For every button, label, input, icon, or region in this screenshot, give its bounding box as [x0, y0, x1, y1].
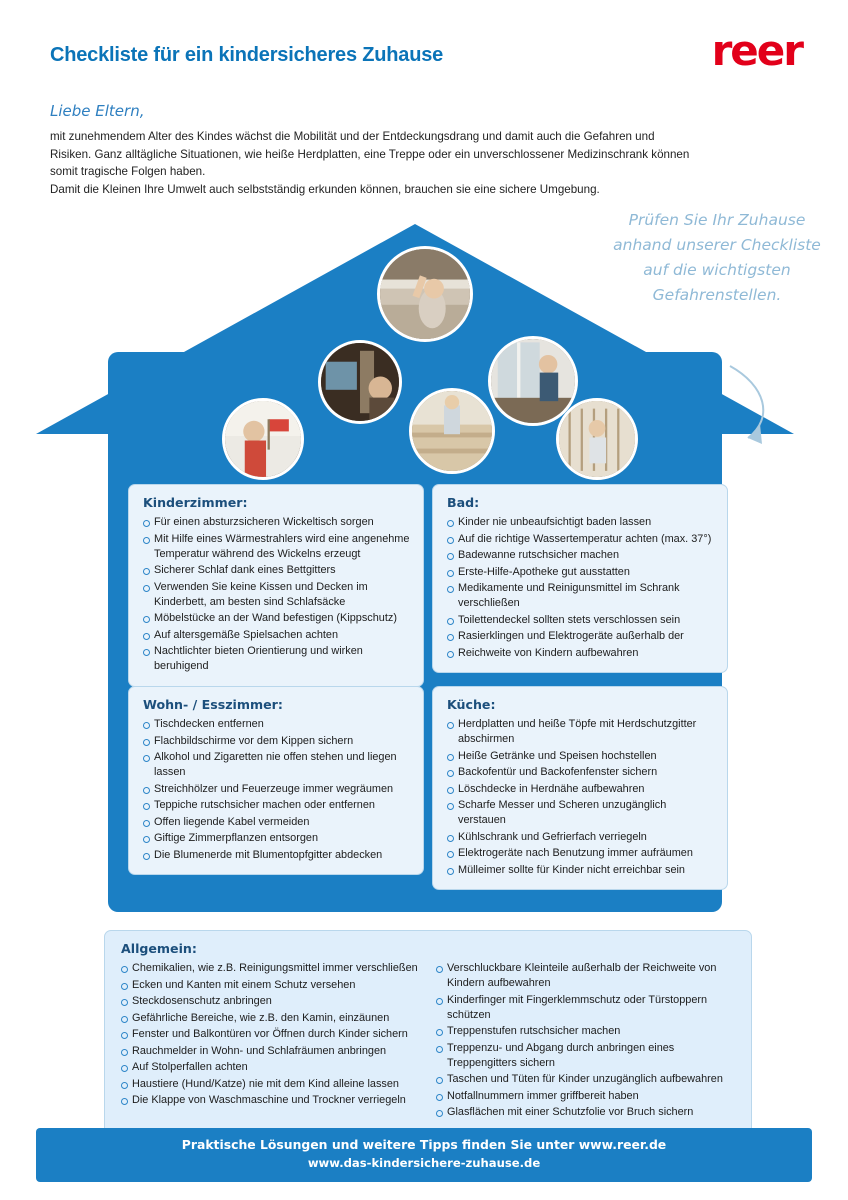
checklist-kinderzimmer [143, 515, 411, 674]
list-item[interactable]: Sicherer Schlaf dank eines Bettgitters [143, 563, 411, 578]
checklist-wohn [143, 717, 411, 863]
list-item[interactable]: Teppiche rutschsicher machen oder entfernen [143, 798, 411, 813]
photo-child-watching-tv [318, 340, 402, 424]
list-item[interactable]: Gefährliche Bereiche, wie z.B. den Kamin, einzäunen [121, 1011, 422, 1026]
list-item[interactable]: Backofentür und Backofenfenster sichern [447, 765, 715, 780]
arrow-icon [690, 360, 810, 470]
list-item[interactable]: Kinderfinger mit Fingerklemmschutz oder Türstoppern schützen [436, 993, 737, 1023]
list-item[interactable]: Toilettendeckel sollten stets verschlossen sein [447, 613, 715, 628]
list-item[interactable]: Herdplatten und heiße Töpfe mit Herdschutzgitter abschirmen [447, 717, 715, 747]
footer [36, 1128, 812, 1182]
list-item[interactable]: Nachtlichter bieten Orientierung und wirken beruhigend [143, 644, 411, 674]
list-item[interactable]: Treppenzu- und Abgang durch anbringen eines Treppengitters sichern [436, 1041, 737, 1071]
section-title-allgemein: Allgemein: [121, 941, 197, 956]
list-item[interactable]: Kühlschrank und Gefrierfach verriegeln [447, 830, 715, 845]
photo-child-at-stair-gate [556, 398, 638, 480]
section-wohn-esszimmer [128, 686, 424, 875]
list-item[interactable]: Reichweite von Kindern aufbewahren [447, 646, 715, 661]
list-item[interactable]: Erste-Hilfe-Apotheke gut ausstatten [447, 565, 715, 580]
header [0, 26, 848, 88]
list-item[interactable]: Fenster und Balkontüren vor Öffnen durch Kinder sichern [121, 1027, 422, 1042]
list-item[interactable]: Heiße Getränke und Speisen hochstellen [447, 749, 715, 764]
list-item[interactable]: Möbelstücke an der Wand befestigen (Kippschutz) [143, 611, 411, 626]
list-item[interactable]: Auf Stolperfallen achten [121, 1060, 422, 1075]
list-item[interactable]: Mit Hilfe eines Wärmestrahlers wird eine angenehme Temperatur während des Wickelns erzeugt [143, 532, 411, 562]
list-item[interactable]: Alkohol und Zigaretten nie offen stehen und liegen lassen [143, 750, 411, 780]
list-item[interactable]: Offen liegende Kabel vermeiden [143, 815, 411, 830]
list-item[interactable]: Giftige Zimmerpflanzen entsorgen [143, 831, 411, 846]
list-item[interactable]: Löschdecke in Herdnähe aufbewahren [447, 782, 715, 797]
list-item[interactable]: Chemikalien, wie z.B. Reinigungsmittel immer verschließen [121, 961, 422, 976]
list-item[interactable]: Medikamente und Reinigunsmittel im Schrank verschließen [447, 581, 715, 611]
list-item[interactable]: Für einen absturzsicheren Wickeltisch sorgen [143, 515, 411, 530]
salutation: Liebe Eltern, [50, 102, 145, 120]
section-title-kueche: Küche: [447, 697, 496, 712]
checklist-bad [447, 515, 715, 661]
list-item[interactable]: Auf die richtige Wassertemperatur achten (max. 37°) [447, 532, 715, 547]
list-item[interactable]: Taschen und Tüten für Kinder unzugänglich aufbewahren [436, 1072, 737, 1087]
list-item[interactable]: Rasierklingen und Elektrogeräte außerhalb der [447, 629, 715, 644]
footer-line-2[interactable]: www.das-kindersichere-zuhause.de [307, 1156, 541, 1170]
list-item[interactable]: Notfallnummern immer griffbereit haben [436, 1089, 737, 1104]
checklist-kueche [447, 717, 715, 878]
checklist-allgemein-right [436, 961, 737, 1122]
list-item[interactable]: Die Klappe von Waschmaschine und Trockner verriegeln [121, 1093, 422, 1108]
photo-child-standing-floor [409, 388, 495, 474]
section-kueche [432, 686, 728, 890]
list-item[interactable]: Mülleimer sollte für Kinder nicht erreichbar sein [447, 863, 715, 878]
handwritten-note: Prüfen Sie Ihr Zuhause anhand unserer Checkliste auf die wichtigsten Gefahrenstellen. [613, 211, 821, 305]
section-bad [432, 484, 728, 673]
list-item[interactable]: Tischdecken entfernen [143, 717, 411, 732]
list-item[interactable]: Treppenstufen rutschsicher machen [436, 1024, 737, 1039]
list-item[interactable]: Badewanne rutschsicher machen [447, 548, 715, 563]
list-item[interactable]: Elektrogeräte nach Benutzung immer aufräumen [447, 846, 715, 861]
section-title-bad: Bad: [447, 495, 480, 510]
section-kinderzimmer [128, 484, 424, 687]
list-item[interactable]: Glasflächen mit einer Schutzfolie vor Bruch sichern [436, 1105, 737, 1120]
intro-paragraph-2: Damit die Kleinen Ihre Umwelt auch selbstständig erkunden können, brauchen sie eine sichere Umgebung. [50, 182, 600, 196]
list-item[interactable]: Verwenden Sie keine Kissen und Decken im Kinderbett, am besten sind Schlafsäcke [143, 580, 411, 610]
photo-child-reaching-kitchen [377, 246, 473, 342]
photo-child-with-flag [222, 398, 304, 480]
list-item[interactable]: Die Blumenerde mit Blumentopfgitter abdecken [143, 848, 411, 863]
footer-line-1[interactable]: Praktische Lösungen und weitere Tipps finden Sie unter www.reer.de [181, 1137, 667, 1152]
list-item[interactable]: Ecken und Kanten mit einem Schutz versehen [121, 978, 422, 993]
list-item[interactable]: Streichhölzer und Feuerzeuge immer wegräumen [143, 782, 411, 797]
list-item[interactable]: Verschluckbare Kleinteile außerhalb der Reichweite von Kindern aufbewahren [436, 961, 737, 991]
intro-text [50, 128, 690, 198]
list-item[interactable]: Auf altersgemäße Spielsachen achten [143, 628, 411, 643]
section-allgemein [104, 930, 752, 1135]
list-item[interactable]: Scharfe Messer und Scheren unzugänglich verstauen [447, 798, 715, 828]
checklist-allgemein-left [121, 961, 422, 1122]
intro-paragraph-1: mit zunehmendem Alter des Kindes wächst die Mobilität und der Entdeckungsdrang und damit auch die Gefahren und Risiken. Ganz alltägliche Situationen, wie heiße Herdplatten, eine Treppe oder ein unverschlossener Medizinschrank können somit tragische Folgen haben. [50, 130, 690, 179]
list-item[interactable]: Haustiere (Hund/Katze) nie mit dem Kind alleine lassen [121, 1077, 422, 1092]
list-item[interactable]: Flachbildschirme vor dem Kippen sichern [143, 734, 411, 749]
section-title-kinderzimmer: Kinderzimmer: [143, 495, 248, 510]
list-item[interactable]: Rauchmelder in Wohn- und Schlafräumen anbringen [121, 1044, 422, 1059]
section-title-wohn: Wohn- / Esszimmer: [143, 697, 283, 712]
list-item[interactable]: Kinder nie unbeaufsichtigt baden lassen [447, 515, 715, 530]
page-title: Checkliste für ein kindersicheres Zuhause [50, 44, 444, 66]
list-item[interactable]: Steckdosenschutz anbringen [121, 994, 422, 1009]
reer-logo: reer [711, 26, 802, 75]
